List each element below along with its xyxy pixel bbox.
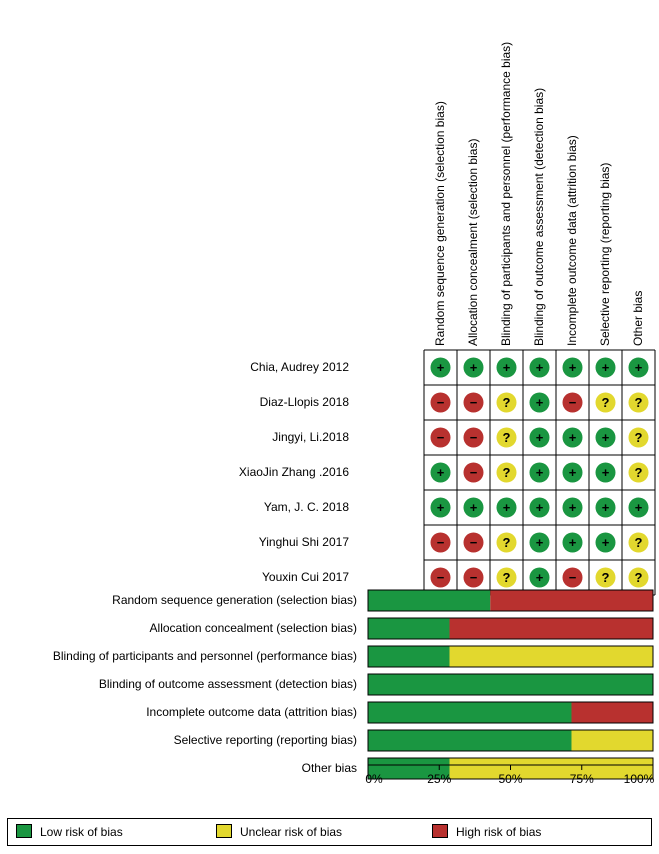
column-header: Allocation concealment (selection bias): [466, 138, 480, 346]
judgement-symbol: −: [469, 395, 478, 410]
judgement-symbol: +: [568, 360, 577, 375]
judgement-low: [563, 358, 583, 378]
judgement-unclear: [497, 568, 517, 588]
judgement-unclear: [497, 463, 517, 483]
judgement-symbol: ?: [634, 570, 643, 585]
bar-category-label: Selective reporting (reporting bias): [173, 733, 357, 747]
bar-category-label: Random sequence generation (selection bias): [112, 593, 357, 607]
judgement-symbol: +: [568, 465, 577, 480]
judgement-low: [464, 498, 484, 518]
judgement-high: [464, 393, 484, 413]
column-header: Random sequence generation (selection bias): [433, 101, 447, 346]
judgement-symbol: +: [568, 535, 577, 550]
column-header: Blinding of outcome assessment (detection bias): [532, 87, 546, 346]
judgement-symbol: −: [436, 430, 445, 445]
judgement-symbol: +: [601, 535, 610, 550]
legend: [7, 818, 652, 846]
bar-segment-low: [368, 730, 571, 751]
bar-segment-low: [368, 702, 571, 723]
study-label: XiaoJin Zhang .2016: [238, 465, 349, 479]
judgement-unclear: [497, 533, 517, 553]
judgement-symbol: ?: [502, 465, 511, 480]
column-header: Other bias: [631, 290, 645, 346]
judgement-symbol: +: [436, 500, 445, 515]
judgement-low: [530, 533, 550, 553]
bar-segment-low: [368, 618, 450, 639]
legend-label-high: High risk of bias: [456, 825, 542, 839]
judgement-low: [431, 358, 451, 378]
judgement-symbol: +: [535, 395, 544, 410]
judgement-unclear: [596, 568, 616, 588]
judgement-symbol: ?: [601, 570, 610, 585]
judgement-low: [497, 358, 517, 378]
judgement-high: [431, 533, 451, 553]
column-header: Blinding of participants and personnel (performance bias): [499, 41, 513, 346]
judgement-symbol: −: [436, 570, 445, 585]
judgement-symbol: +: [601, 465, 610, 480]
judgement-symbol: ?: [502, 430, 511, 445]
bar-category-label: Allocation concealment (selection bias): [149, 621, 357, 635]
judgement-symbol: +: [568, 430, 577, 445]
judgement-symbol: +: [469, 500, 478, 515]
judgement-low: [596, 533, 616, 553]
bar-segment-unclear: [450, 646, 653, 667]
judgement-symbol: −: [568, 395, 577, 410]
judgement-high: [431, 428, 451, 448]
study-label: Diaz-Llopis 2018: [259, 395, 349, 409]
study-label: Yam, J. C. 2018: [263, 500, 349, 514]
legend-swatch-low: [16, 824, 32, 838]
judgement-symbol: +: [436, 465, 445, 480]
judgement-unclear: [497, 428, 517, 448]
bar-category-label: Incomplete outcome data (attrition bias): [146, 705, 357, 719]
judgement-symbol: ?: [634, 465, 643, 480]
study-label: Youxin Cui 2017: [262, 570, 349, 584]
judgement-low: [563, 498, 583, 518]
judgement-low: [629, 498, 649, 518]
bar-segment-high: [571, 702, 653, 723]
judgement-low: [464, 358, 484, 378]
bar-segment-unclear: [571, 730, 653, 751]
judgement-symbol: ?: [634, 535, 643, 550]
judgement-unclear: [629, 463, 649, 483]
judgement-low: [563, 463, 583, 483]
judgement-symbol: −: [469, 430, 478, 445]
judgement-symbol: +: [469, 360, 478, 375]
study-label: Jingyi, Li.2018: [272, 430, 349, 444]
judgement-symbol: +: [601, 430, 610, 445]
column-header: Selective reporting (reporting bias): [598, 162, 612, 346]
judgement-unclear: [629, 393, 649, 413]
judgement-symbol: ?: [601, 395, 610, 410]
judgement-high: [563, 393, 583, 413]
judgement-low: [629, 358, 649, 378]
judgement-unclear: [629, 568, 649, 588]
judgement-low: [530, 428, 550, 448]
bar-category-label: Other bias: [301, 761, 357, 775]
judgement-high: [464, 533, 484, 553]
bar-segment-high: [490, 590, 653, 611]
judgement-low: [530, 358, 550, 378]
judgement-high: [464, 463, 484, 483]
judgement-symbol: −: [469, 535, 478, 550]
judgement-unclear: [629, 428, 649, 448]
x-tick-label: 0%: [365, 772, 383, 786]
judgement-symbol: −: [469, 570, 478, 585]
judgement-unclear: [596, 393, 616, 413]
judgement-unclear: [497, 393, 517, 413]
judgement-low: [596, 358, 616, 378]
judgement-symbol: ?: [502, 395, 511, 410]
judgement-low: [596, 463, 616, 483]
judgement-low: [497, 498, 517, 518]
bar-segment-unclear: [450, 758, 653, 779]
judgement-symbol: +: [601, 360, 610, 375]
judgement-symbol: +: [601, 500, 610, 515]
bar-segment-low: [368, 590, 490, 611]
bar-category-label: Blinding of outcome assessment (detection bias): [98, 677, 357, 691]
judgement-low: [596, 498, 616, 518]
judgement-symbol: +: [535, 535, 544, 550]
x-tick-label: 75%: [569, 772, 594, 786]
study-label: Yinghui Shi 2017: [258, 535, 349, 549]
judgement-symbol: +: [634, 500, 643, 515]
judgement-symbol: +: [535, 570, 544, 585]
judgement-high: [431, 568, 451, 588]
judgement-high: [563, 568, 583, 588]
judgement-symbol: +: [502, 500, 511, 515]
judgement-low: [563, 428, 583, 448]
judgement-low: [596, 428, 616, 448]
legend-swatch-unclear: [216, 824, 232, 838]
judgement-symbol: ?: [634, 395, 643, 410]
judgement-symbol: ?: [502, 535, 511, 550]
bar-category-label: Blinding of participants and personnel (performance bias): [52, 649, 357, 663]
judgement-low: [563, 533, 583, 553]
judgement-symbol: ?: [502, 570, 511, 585]
judgement-symbol: +: [502, 360, 511, 375]
judgement-symbol: −: [436, 395, 445, 410]
judgement-high: [431, 393, 451, 413]
judgement-symbol: −: [469, 465, 478, 480]
bar-segment-low: [368, 674, 653, 695]
judgement-symbol: +: [535, 430, 544, 445]
study-label: Chia, Audrey 2012: [250, 360, 349, 374]
bar-segment-low: [368, 646, 450, 667]
legend-swatch-high: [432, 824, 448, 838]
judgement-low: [530, 498, 550, 518]
legend-label-low: Low risk of bias: [40, 825, 123, 839]
judgement-low: [530, 568, 550, 588]
judgement-symbol: ?: [634, 430, 643, 445]
legend-label-unclear: Unclear risk of bias: [240, 825, 343, 839]
judgement-low: [530, 463, 550, 483]
judgement-high: [464, 568, 484, 588]
judgement-symbol: +: [436, 360, 445, 375]
judgement-symbol: +: [535, 360, 544, 375]
column-header: Incomplete outcome data (attrition bias): [565, 135, 579, 346]
judgement-high: [464, 428, 484, 448]
judgement-symbol: −: [568, 570, 577, 585]
x-tick-label: 100%: [623, 772, 655, 786]
judgement-symbol: +: [535, 500, 544, 515]
judgement-unclear: [629, 533, 649, 553]
judgement-symbol: −: [436, 535, 445, 550]
x-tick-label: 25%: [427, 772, 452, 786]
judgement-symbol: +: [634, 360, 643, 375]
bar-segment-high: [450, 618, 653, 639]
judgement-low: [530, 393, 550, 413]
judgement-symbol: +: [535, 465, 544, 480]
x-tick-label: 50%: [498, 772, 523, 786]
judgement-low: [431, 498, 451, 518]
judgement-low: [431, 463, 451, 483]
judgement-symbol: +: [568, 500, 577, 515]
